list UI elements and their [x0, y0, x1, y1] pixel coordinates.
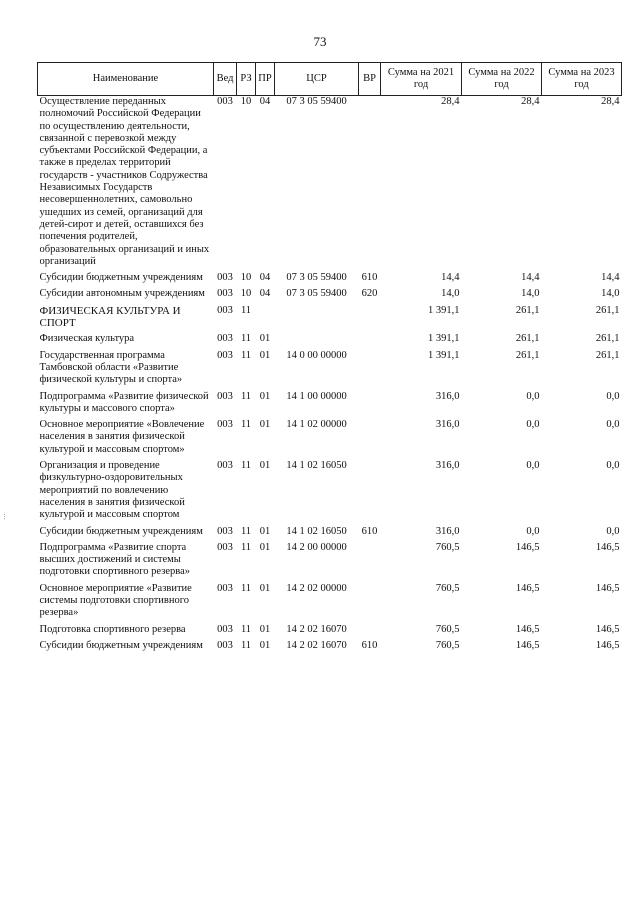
row-vr — [359, 542, 381, 583]
page-number: 73 — [313, 34, 327, 49]
row-name: Физическая культура — [39, 333, 135, 345]
row-vr: 620 — [361, 288, 378, 300]
row-sum-2021: 1 391,1 — [428, 333, 460, 345]
row-csr: 07 3 05 59400 — [286, 272, 347, 284]
table-row — [38, 640, 622, 656]
row-ved: 003 — [217, 419, 233, 431]
row-name: Подпрограмма «Развитие физической культуры и массового спорта» — [39, 390, 209, 414]
table-row — [38, 542, 622, 583]
table-row — [38, 333, 622, 349]
row-sum-2023: 146,5 — [595, 623, 620, 635]
row-sum-2022: 0,0 — [526, 390, 540, 402]
table-row — [38, 96, 622, 273]
row-sum-2023: 0,0 — [606, 419, 620, 431]
row-sum-2021: 316,0 — [435, 390, 460, 402]
row-sum-2022: 261,1 — [515, 333, 540, 345]
row-sum-2021: 760,5 — [435, 541, 460, 553]
row-sum-2023: 146,5 — [595, 582, 620, 594]
row-sum-2023: 146,5 — [595, 639, 620, 651]
row-pr: 04 — [259, 96, 271, 107]
row-name: Осуществление переданных полномочий Российской Федерации по осуществлению деятельности, связанной с перевозкой между субъектами Российской Федерации, а также в пределах территорий государств - участников Содружества Независимых Государств несовершеннолетних, самовольно ушедших из семей, организаций для детей-сирот и детей, оставшихся без попечения родителей, образовательных организаций и иных организаций — [39, 96, 210, 267]
row-vr — [359, 305, 381, 334]
row-ved: 003 — [217, 272, 233, 284]
table-row — [38, 305, 622, 334]
row-ved: 003 — [217, 623, 233, 635]
row-pr — [256, 305, 275, 334]
row-rz: 11 — [240, 419, 252, 431]
header-sum-2023: Сумма на 2023 год — [542, 63, 622, 96]
header-vr: ВР — [359, 63, 381, 96]
margin-mark: … — [2, 513, 10, 520]
row-name: Подготовка спортивного резерва — [39, 623, 186, 635]
row-sum-2022: 0,0 — [526, 525, 540, 537]
row-pr: 01 — [259, 525, 271, 537]
table-header-row — [38, 63, 622, 96]
row-vr: 610 — [361, 525, 378, 537]
row-sum-2022: 146,5 — [515, 582, 540, 594]
row-sum-2023: 261,1 — [595, 304, 620, 316]
row-pr: 01 — [259, 349, 271, 361]
row-ved: 003 — [217, 390, 233, 402]
row-sum-2021: 1 391,1 — [428, 349, 460, 361]
row-csr: 14 0 00 00000 — [286, 349, 347, 361]
row-rz: 11 — [240, 623, 252, 635]
row-name: Субсидии бюджетным учреждениям — [39, 272, 203, 284]
row-sum-2023: 0,0 — [606, 525, 620, 537]
row-vr: 610 — [361, 639, 378, 651]
row-sum-2022: 146,5 — [515, 541, 540, 553]
row-name: ФИЗИЧЕСКАЯ КУЛЬТУРА И СПОРТ — [39, 304, 181, 330]
row-name: Государственная программа Тамбовской области «Развитие физической культуры и спорта» — [39, 349, 183, 386]
row-sum-2021: 28,4 — [441, 96, 460, 107]
row-name: Субсидии бюджетным учреждениям — [39, 525, 203, 537]
row-name: Основное мероприятие «Вовлечение населения в занятия физической культурой и массовым спортом» — [39, 419, 205, 455]
row-sum-2022: 261,1 — [515, 349, 540, 361]
row-ved: 003 — [217, 288, 233, 300]
row-pr: 04 — [259, 272, 271, 284]
header-sum-2022: Сумма на 2022 год — [462, 63, 542, 96]
row-vr — [359, 96, 381, 273]
row-csr: 07 3 05 59400 — [286, 96, 347, 107]
row-csr: 14 1 00 00000 — [286, 390, 347, 402]
row-sum-2023: 146,5 — [595, 541, 620, 553]
row-rz: 11 — [240, 582, 252, 594]
row-sum-2022: 14,4 — [521, 272, 540, 284]
table-row — [38, 419, 622, 460]
header-csr: ЦСР — [275, 63, 359, 96]
header-pr: ПР — [256, 63, 275, 96]
row-rz: 11 — [240, 304, 252, 316]
table-row — [38, 526, 622, 542]
row-ved: 003 — [217, 349, 233, 361]
row-sum-2022: 146,5 — [515, 639, 540, 651]
row-csr: 14 1 02 00000 — [286, 419, 347, 431]
header-rz: РЗ — [237, 63, 256, 96]
row-pr: 01 — [259, 541, 271, 553]
row-sum-2021: 14,4 — [441, 272, 460, 284]
row-pr: 01 — [259, 639, 271, 651]
row-sum-2023: 0,0 — [606, 460, 620, 472]
row-sum-2023: 28,4 — [601, 96, 620, 107]
row-ved: 003 — [217, 460, 233, 472]
table-row — [38, 391, 622, 420]
row-sum-2023: 261,1 — [595, 333, 620, 345]
row-rz: 11 — [240, 349, 252, 361]
row-sum-2022: 146,5 — [515, 623, 540, 635]
table-row — [38, 288, 622, 304]
row-sum-2023: 0,0 — [606, 390, 620, 402]
header-ved: Вед — [214, 63, 237, 96]
row-sum-2021: 760,5 — [435, 582, 460, 594]
row-sum-2022: 28,4 — [521, 96, 540, 107]
row-vr — [359, 460, 381, 525]
row-sum-2022: 14,0 — [521, 288, 540, 300]
header-sum-2021: Сумма на 2021 год — [381, 63, 462, 96]
row-csr — [275, 333, 359, 349]
row-sum-2023: 261,1 — [595, 349, 620, 361]
table-row — [38, 583, 622, 624]
row-vr — [359, 391, 381, 420]
row-sum-2023: 14,0 — [601, 288, 620, 300]
row-pr: 01 — [259, 582, 271, 594]
row-vr — [359, 333, 381, 349]
row-csr: 14 1 02 16050 — [286, 460, 347, 472]
row-sum-2021: 316,0 — [435, 460, 460, 472]
row-ved: 003 — [217, 304, 233, 316]
row-rz: 10 — [240, 288, 252, 300]
row-csr: 14 1 02 16050 — [286, 525, 347, 537]
row-name: Подпрограмма «Развитие спорта высших достижений и системы подготовки спортивного резерва» — [39, 541, 190, 578]
row-pr: 01 — [259, 390, 271, 402]
row-rz: 11 — [240, 390, 252, 402]
row-sum-2021: 316,0 — [435, 419, 460, 431]
row-name: Организация и проведение физкультурно-оздоровительных мероприятий по вовлечению населения в занятия физической культурой и массовым спортом — [39, 460, 185, 521]
row-name: Основное мероприятие «Развитие системы подготовки спортивного резерва» — [39, 582, 192, 619]
row-rz: 11 — [240, 639, 252, 651]
row-ved: 003 — [217, 96, 233, 107]
table-row — [38, 350, 622, 391]
row-csr: 14 2 00 00000 — [286, 541, 347, 553]
header-name: Наименование — [38, 63, 214, 96]
row-sum-2021: 14,0 — [441, 288, 460, 300]
row-rz: 10 — [240, 272, 252, 284]
row-sum-2021: 316,0 — [435, 525, 460, 537]
row-sum-2021: 760,5 — [435, 639, 460, 651]
row-vr — [359, 419, 381, 460]
row-pr: 01 — [259, 333, 271, 345]
row-sum-2021: 1 391,1 — [428, 304, 460, 316]
row-csr — [275, 305, 359, 334]
row-rz: 10 — [240, 96, 252, 107]
row-ved: 003 — [217, 639, 233, 651]
table-body — [38, 96, 622, 657]
row-ved: 003 — [217, 525, 233, 537]
row-csr: 07 3 05 59400 — [286, 288, 347, 300]
table-row — [38, 460, 622, 525]
row-rz: 11 — [240, 333, 252, 345]
row-name: Субсидии бюджетным учреждениям — [39, 639, 203, 651]
row-pr: 01 — [259, 623, 271, 635]
row-ved: 003 — [217, 333, 233, 345]
row-vr — [359, 583, 381, 624]
row-ved: 003 — [217, 541, 233, 553]
table-row — [38, 272, 622, 288]
row-vr: 610 — [361, 272, 378, 284]
row-rz: 11 — [240, 541, 252, 553]
row-vr — [359, 624, 381, 640]
budget-table — [37, 62, 622, 656]
row-sum-2023: 14,4 — [601, 272, 620, 284]
row-rz: 11 — [240, 460, 252, 472]
row-vr — [359, 350, 381, 391]
row-sum-2022: 0,0 — [526, 460, 540, 472]
row-sum-2022: 0,0 — [526, 419, 540, 431]
row-csr: 14 2 02 16070 — [286, 623, 347, 635]
table-row — [38, 624, 622, 640]
row-csr: 14 2 02 00000 — [286, 582, 347, 594]
row-sum-2022: 261,1 — [515, 304, 540, 316]
row-name: Субсидии автономным учреждениям — [39, 288, 205, 300]
row-csr: 14 2 02 16070 — [286, 639, 347, 651]
row-pr: 01 — [259, 460, 271, 472]
row-pr: 01 — [259, 419, 271, 431]
row-ved: 003 — [217, 582, 233, 594]
row-rz: 11 — [240, 525, 252, 537]
row-sum-2021: 760,5 — [435, 623, 460, 635]
row-pr: 04 — [259, 288, 271, 300]
